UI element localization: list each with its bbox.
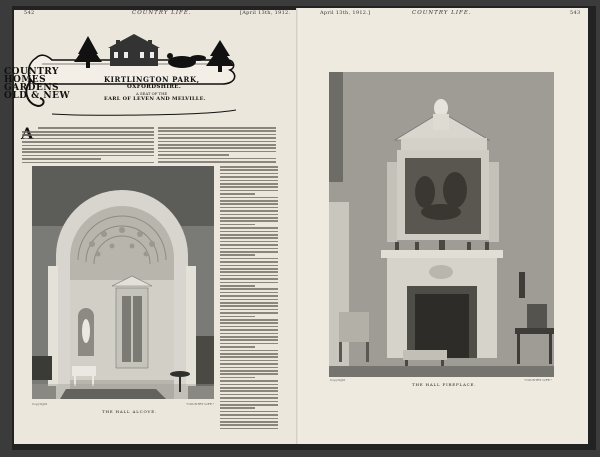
text-line <box>220 244 278 246</box>
text-line <box>22 134 154 136</box>
text-line <box>220 176 278 178</box>
owner-name: EARL OF LEVEN AND MELVILLE. <box>104 96 206 102</box>
text-line <box>220 401 278 403</box>
text-line <box>220 224 255 226</box>
text-line <box>158 154 229 156</box>
text-line <box>22 131 154 133</box>
text-line <box>220 339 278 341</box>
text-line <box>220 271 278 273</box>
text-line <box>158 144 276 146</box>
text-line <box>158 127 276 129</box>
text-line <box>220 173 278 175</box>
text-line <box>158 141 276 143</box>
text-line <box>220 333 278 335</box>
text-line <box>22 158 101 160</box>
text-line <box>220 261 278 263</box>
text-line <box>220 203 278 205</box>
house-icon <box>108 34 160 66</box>
seat-of-label: A SEAT OF THE <box>136 91 168 96</box>
text-line <box>220 288 278 290</box>
text-line <box>220 356 278 358</box>
text-line <box>220 322 278 324</box>
text-line <box>220 418 278 420</box>
series-title-line-1: COUNTRY <box>4 67 59 77</box>
text-line <box>22 148 154 150</box>
text-line <box>220 387 278 389</box>
text-line <box>220 285 255 287</box>
text-line <box>220 407 255 409</box>
series-title-line-4: OLD & NEW <box>4 91 71 101</box>
text-line <box>220 309 278 311</box>
text-line <box>220 265 278 267</box>
text-line <box>220 350 278 352</box>
text-line <box>220 411 278 413</box>
series-title-line-2: HOMES <box>4 75 47 85</box>
text-line <box>22 151 154 153</box>
text-line <box>220 248 278 250</box>
text-line <box>220 183 278 185</box>
right-photo-credit-right: "COUNTRY LIFE." <box>524 378 553 382</box>
text-line <box>220 360 278 362</box>
text-line <box>220 305 278 307</box>
text-line <box>220 268 278 270</box>
text-line <box>22 162 154 164</box>
text-line <box>220 390 278 392</box>
text-line <box>220 258 278 260</box>
text-line <box>220 237 278 239</box>
text-line <box>220 166 278 168</box>
text-line <box>158 147 276 149</box>
text-line <box>158 161 276 163</box>
text-line <box>220 227 278 229</box>
text-line <box>220 414 278 416</box>
text-line <box>220 241 278 243</box>
text-line <box>220 180 278 182</box>
text-line <box>220 404 278 406</box>
text-line <box>220 299 278 301</box>
text-line <box>220 214 278 216</box>
text-line <box>220 428 278 430</box>
right-date: April 13th, 1912.] <box>320 10 371 16</box>
text-line <box>220 343 278 345</box>
text-line <box>220 363 278 365</box>
text-line <box>22 145 154 147</box>
text-line <box>220 278 278 280</box>
text-line <box>220 200 278 202</box>
series-title <box>4 68 94 100</box>
text-line <box>158 130 276 132</box>
text-line <box>220 373 278 375</box>
text-line <box>22 155 154 157</box>
county-name: OXFORDSHIRE. <box>127 84 182 90</box>
text-line <box>158 137 276 139</box>
text-line <box>220 207 278 209</box>
text-line <box>220 282 278 284</box>
series-title-line-3: GARDENS <box>4 83 60 93</box>
text-line <box>220 234 278 236</box>
text-line <box>220 292 278 294</box>
left-photo-credit-right: "COUNTRY LIFE." <box>186 402 215 406</box>
text-line <box>220 394 278 396</box>
text-line <box>220 186 278 188</box>
text-line <box>22 141 154 143</box>
left-date: [April 13th, 1912. <box>240 10 291 16</box>
text-line <box>220 254 255 256</box>
left-photo-credit-left: Copyright <box>32 402 48 406</box>
text-line <box>220 370 278 372</box>
text-line <box>220 220 278 222</box>
text-line <box>220 210 278 212</box>
left-photo-caption: THE HALL ALCOVE. <box>102 409 158 414</box>
text-line <box>220 319 278 321</box>
text-line <box>220 302 278 304</box>
text-line <box>38 127 154 129</box>
text-line <box>22 138 154 140</box>
text-line <box>220 424 278 426</box>
text-line <box>220 384 278 386</box>
text-line <box>220 275 278 277</box>
house-name: KIRTLINGTON PARK, <box>104 75 200 84</box>
text-line <box>158 151 276 153</box>
text-line <box>220 197 278 199</box>
text-line <box>220 217 278 219</box>
right-running-head: COUNTRY LIFE. <box>412 10 472 16</box>
text-line <box>220 367 278 369</box>
text-line <box>158 134 276 136</box>
text-line <box>220 421 278 423</box>
text-line <box>220 329 278 331</box>
right-photo-caption: THE HALL FIREPLACE. <box>412 382 477 387</box>
left-page-number: 542 <box>24 10 35 16</box>
text-line <box>220 326 278 328</box>
text-line <box>220 193 255 195</box>
text-line <box>220 380 278 382</box>
text-line <box>220 251 278 253</box>
hall-fireplace-photo <box>329 72 554 377</box>
right-photo-credit-left: Copyright <box>330 378 346 382</box>
text-line <box>220 231 278 233</box>
hall-alcove-photo <box>32 166 214 399</box>
text-line <box>220 377 255 379</box>
text-line <box>220 346 255 348</box>
text-line <box>220 295 278 297</box>
text-line <box>220 169 278 171</box>
text-line <box>220 190 278 192</box>
text-line <box>220 336 278 338</box>
text-line <box>220 353 278 355</box>
right-page-number: 543 <box>570 10 581 16</box>
text-line <box>220 312 278 314</box>
text-line <box>220 397 278 399</box>
text-line <box>220 316 255 318</box>
text-line <box>158 158 276 160</box>
left-running-head: COUNTRY LIFE. <box>132 10 192 16</box>
